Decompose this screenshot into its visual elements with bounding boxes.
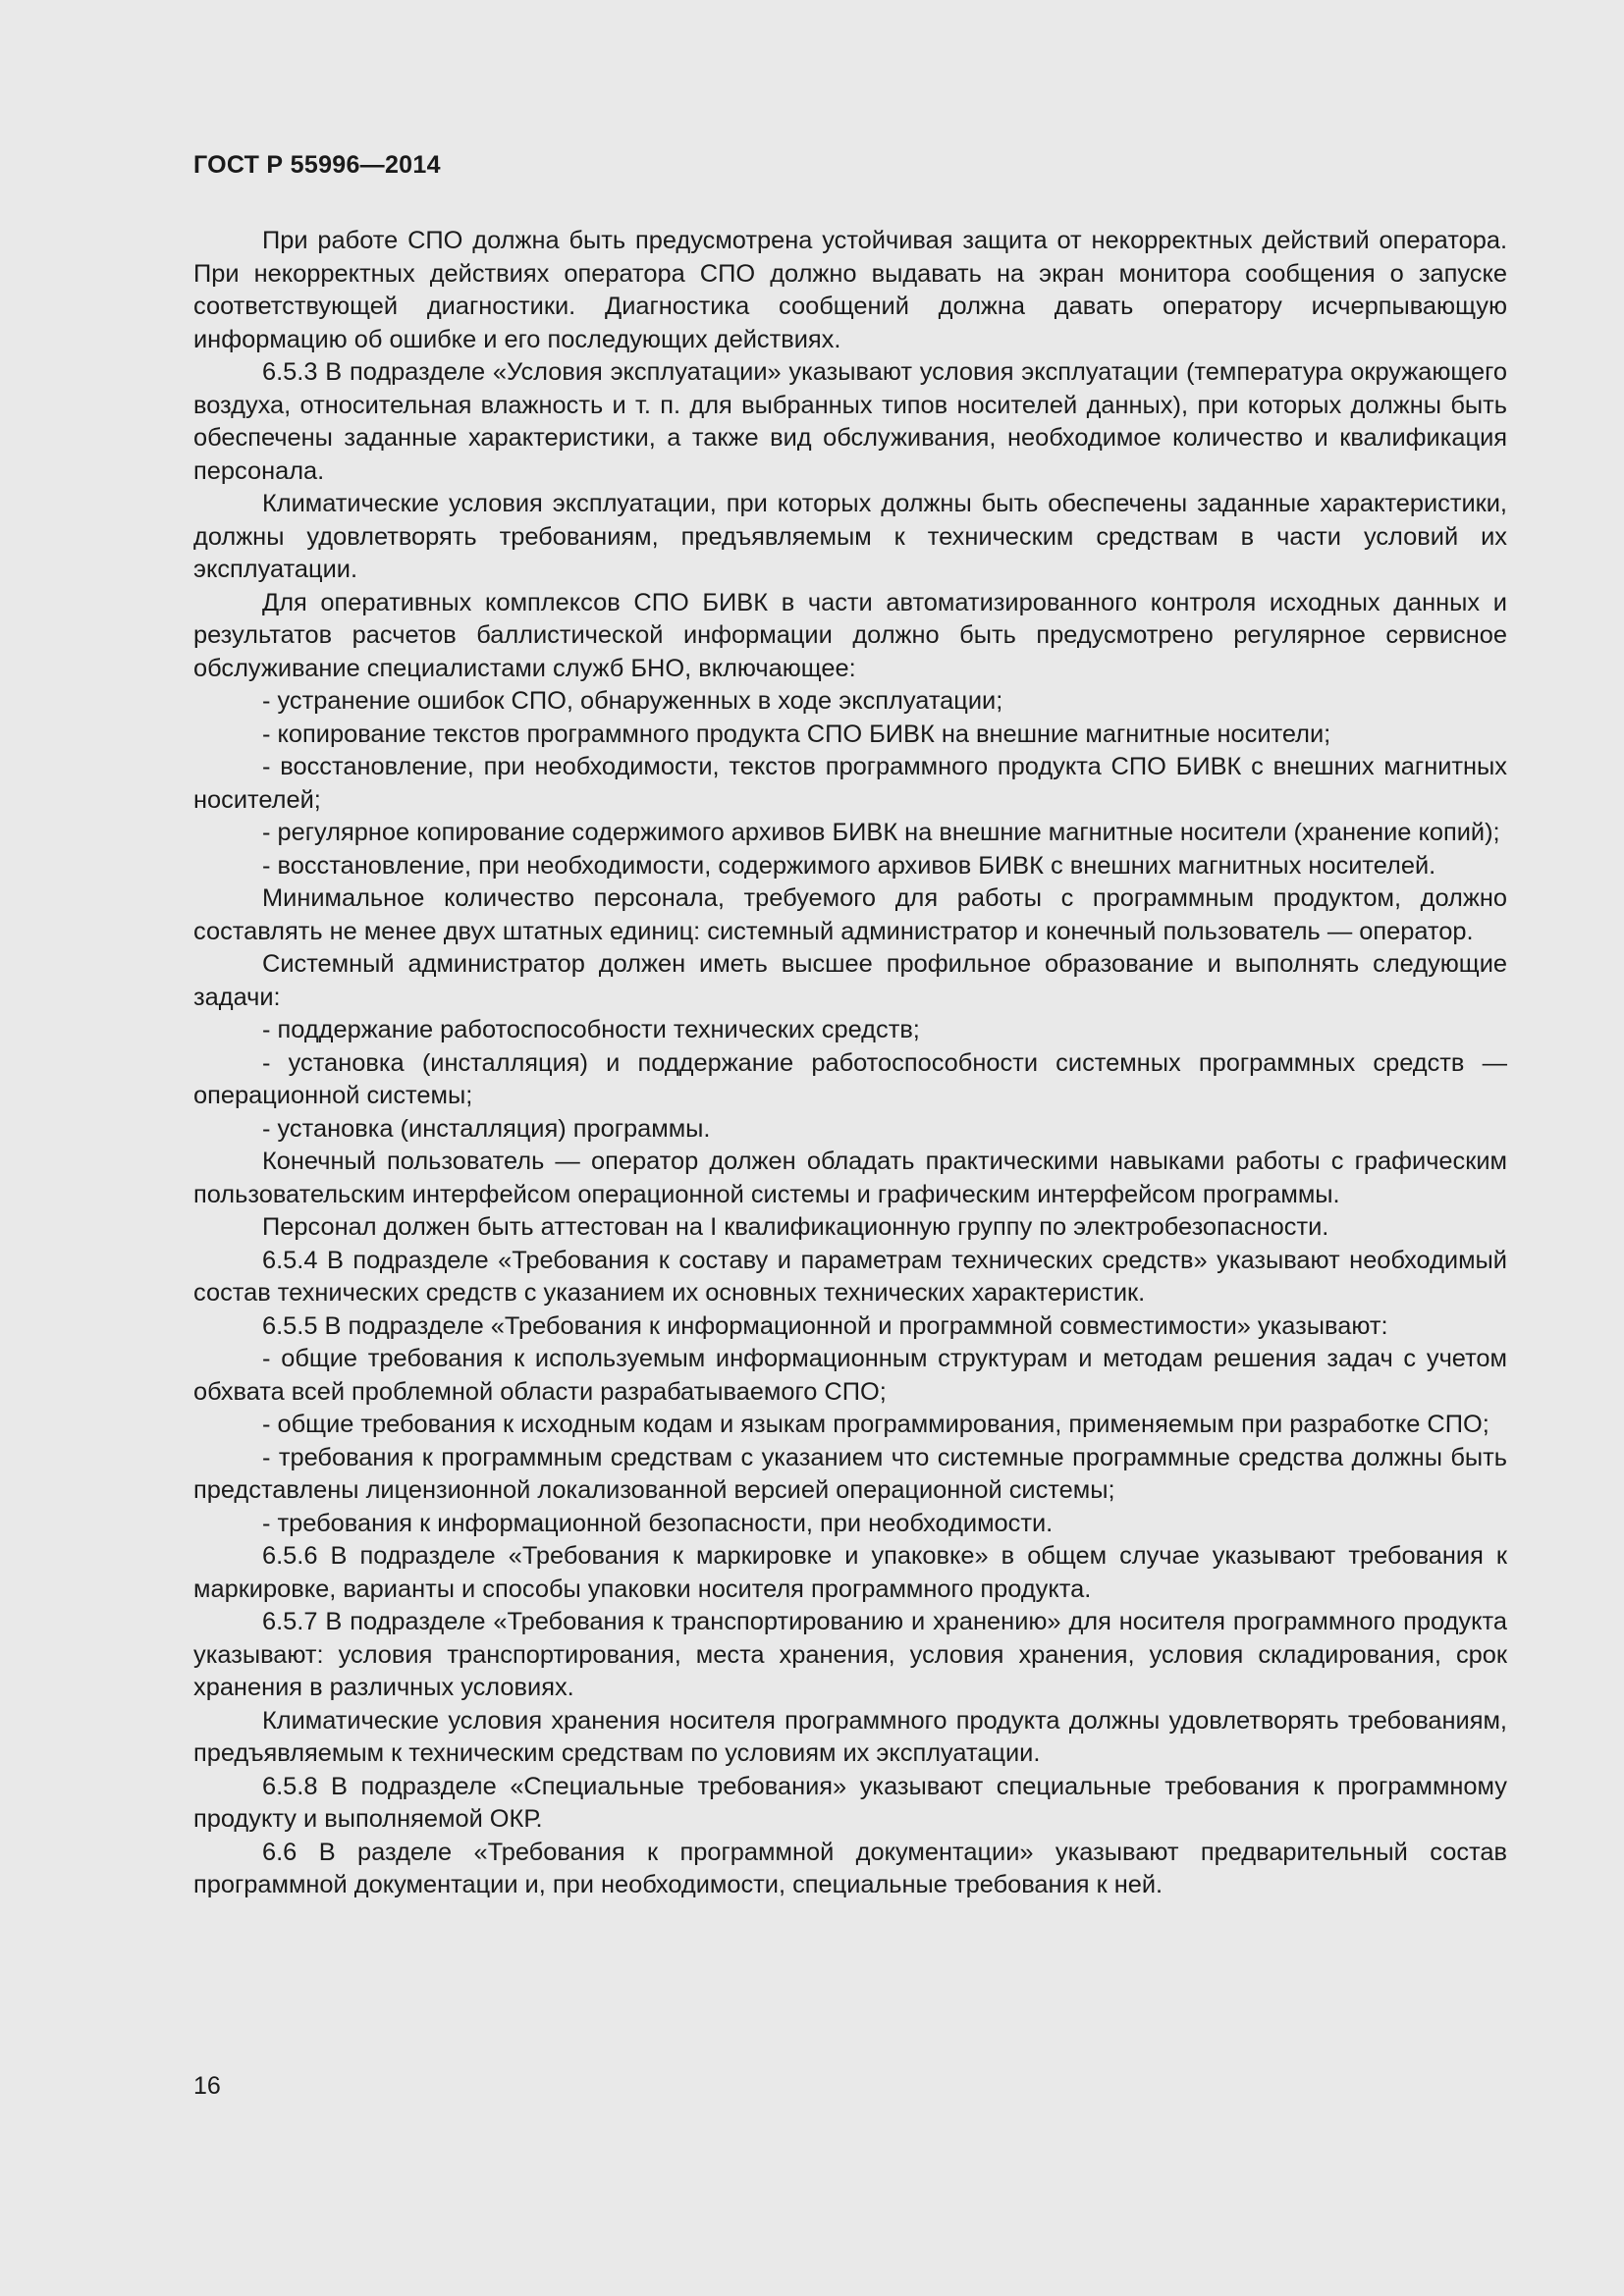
paragraph-6-6: 6.6 В разделе «Требования к программной документации» указывают предварительный состав программной документации и, при необходимости, специальные требования к ней.	[193, 1838, 1507, 1898]
list-item: - общие требования к используемым информационным структурам и методам решения задач с учетом обхвата всей проблемной области разрабатываемого СПО;	[193, 1345, 1507, 1406]
paragraph-6-5-4: 6.5.4 В подразделе «Требования к составу и параметрам технических средств» указывают необходимый состав технических средств с указанием их основных технических характеристик.	[193, 1246, 1507, 1307]
paragraph-6-5-7: 6.5.7 В подразделе «Требования к транспортированию и хранению» для носителя программного продукта указывают: условия транспортирования, места хранения, условия хранения, условия складирования, срок хранения в различных условиях.	[193, 1608, 1507, 1701]
list-item: - поддержание работоспособности технических средств;	[262, 1016, 920, 1043]
paragraph-operator-protection: При работе СПО должна быть предусмотрена устойчивая защита от некорректных действий оператора. При некорректных действиях оператора СПО должно выдавать на экран монитора сообщения о запуске соответствующей диагностики. Диагностика сообщений должна давать оператору исчерпывающую информацию об ошибке и его последующих действиях.	[193, 227, 1507, 353]
list-item: - восстановление, при необходимости, текстов программного продукта СПО БИВК с внешних магнитных носителей;	[193, 753, 1507, 814]
list-item: - копирование текстов программного продукта СПО БИВК на внешние магнитные носители;	[262, 720, 1331, 748]
paragraph-electrical-safety: Персонал должен быть аттестован на I квалификационную группу по электробезопасности.	[262, 1213, 1329, 1241]
list-item: - устранение ошибок СПО, обнаруженных в ходе эксплуатации;	[262, 687, 1003, 715]
standard-header: ГОСТ Р 55996—2014	[193, 151, 441, 179]
page-number: 16	[193, 2072, 221, 2100]
paragraph-end-user: Конечный пользователь — оператор должен обладать практическими навыками работы с графическим пользовательским интерфейсом операционной системы и графическим интерфейсом программы.	[193, 1148, 1507, 1208]
list-item: - установка (инсталляция) программы.	[262, 1114, 711, 1143]
paragraph-6-5-5: 6.5.5 В подразделе «Требования к информационной и программной совместимости» указывают:	[262, 1311, 1388, 1340]
list-item: - регулярное копирование содержимого архивов БИВК на внешние магнитные носители (хранение копий);	[262, 819, 1500, 846]
paragraph-service-maintenance: Для оперативных комплексов СПО БИВК в части автоматизированного контроля исходных данных и результатов расчетов баллистической информации должно быть предусмотрено регулярное сервисное обслуживание специалистами служб БНО, включающее:	[193, 588, 1507, 682]
list-item: - установка (инсталляция) и поддержание работоспособности системных программных средств — операционной системы;	[193, 1048, 1507, 1109]
list-item: - восстановление, при необходимости, содержимого архивов БИВК с внешних магнитных носителей.	[262, 851, 1436, 880]
paragraph-6-5-8: 6.5.8 В подразделе «Специальные требования» указывают специальные требования к программному продукту и выполняемой ОКР.	[193, 1772, 1507, 1833]
document-body	[193, 225, 1507, 1902]
paragraph-6-5-3: 6.5.3 В подразделе «Условия эксплуатации» указывают условия эксплуатации (температура окружающего воздуха, относительная влажность и т. п. для выбранных типов носителей данных), при которых должны быть обеспечены заданные характеристики, а также вид обслуживания, необходимое количество и квалификация персонала.	[193, 358, 1507, 485]
list-item: - требования к информационной безопасности, при необходимости.	[262, 1509, 1054, 1537]
paragraph-6-5-6: 6.5.6 В подразделе «Требования к маркировке и упаковке» в общем случае указывают требования к маркировке, варианты и способы упаковки носителя программного продукта.	[193, 1542, 1507, 1603]
paragraph-minimum-staff: Минимальное количество персонала, требуемого для работы с программным продуктом, должно составлять не менее двух штатных единиц: системный администратор и конечный пользователь — оператор.	[193, 884, 1507, 945]
paragraph-climate-conditions: Климатические условия эксплуатации, при которых должны быть обеспечены заданные характеристики, должны удовлетворять требованиям, предъявляемым к техническим средствам в части условий их эксплуатации.	[193, 490, 1507, 583]
paragraph-sysadmin: Системный администратор должен иметь высшее профильное образование и выполнять следующие задачи:	[193, 950, 1507, 1011]
list-item: - требования к программным средствам с указанием что системные программные средства должны быть представлены лицензионной локализованной версией операционной системы;	[193, 1443, 1507, 1504]
paragraph-storage-climate: Климатические условия хранения носителя программного продукта должны удовлетворять требованиям, предъявляемым к техническим средствам по условиям их эксплуатации.	[193, 1706, 1507, 1767]
list-item: - общие требования к исходным кодам и языкам программирования, применяемым при разработке СПО;	[262, 1411, 1489, 1438]
